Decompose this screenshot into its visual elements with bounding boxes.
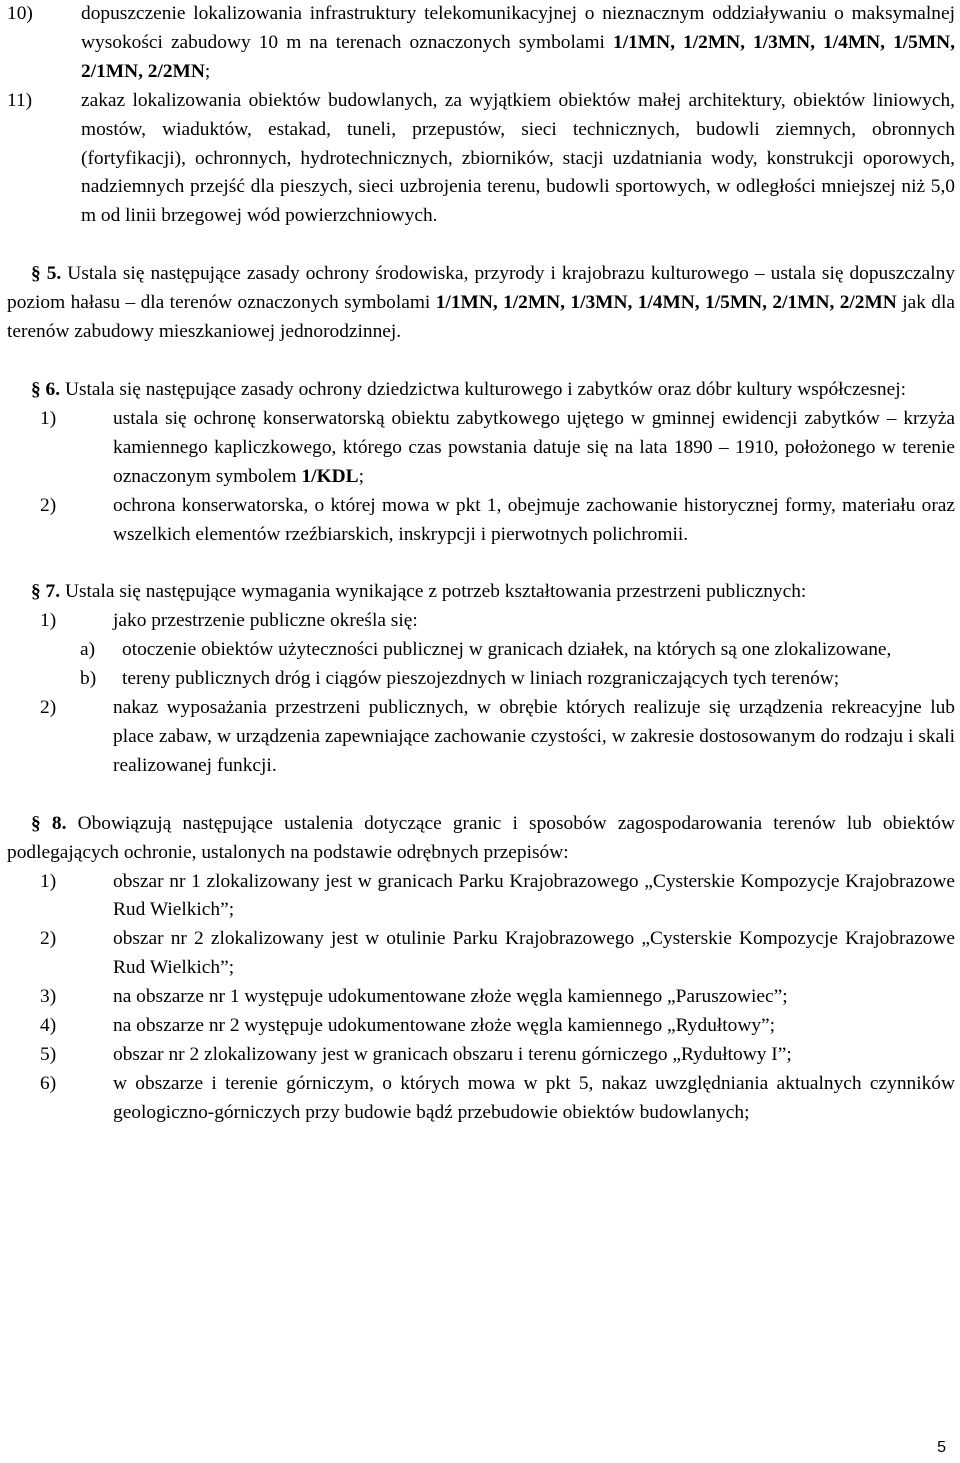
item-number: 5) — [40, 1044, 57, 1065]
sub-item — [80, 636, 955, 665]
item-number: 2) — [40, 928, 57, 950]
text-run: dopuszczenie lokalizowania infrastruktury telekomunikacyjnej o nieznacznym oddziaływaniu o maksymalnej wysokości zabudowy 10 m na terenach oznaczonych symbolami — [81, 3, 955, 53]
item-text: ochrona konserwatorska, o której mowa w pkt 1, obejmuje zachowanie historycznej formy, materiału oraz wszelkich elementów rzeźbiarskich, inskrypcji i pierwotnych polichromii. — [113, 494, 955, 545]
section-6-intro — [7, 376, 955, 405]
section-number: § 6. — [31, 378, 61, 400]
document-page — [7, 0, 955, 1128]
list-item-11 — [7, 87, 955, 232]
section-7-intro — [7, 578, 955, 607]
list-item — [7, 925, 955, 983]
section-number: § 5. — [31, 263, 62, 285]
list-item — [7, 694, 955, 781]
section-number: § 7. — [31, 581, 61, 603]
sub-item-letter: a) — [80, 639, 96, 661]
item-text — [113, 405, 955, 492]
list-item-10 — [7, 0, 955, 87]
item-text: na obszarze nr 1 występuje udokumentowane złoże węgla kamiennego „Paruszowiec”; — [113, 986, 788, 1008]
item-text: na obszarze nr 2 występuje udokumentowane złoże węgla kamiennego „Rydułtowy”; — [113, 1015, 776, 1037]
item-text: obszar nr 1 zlokalizowany jest w granicach Parku Krajobrazowego „Cysterskie Kompozycje Krajobrazowe Rud Wielkich”; — [113, 870, 955, 921]
item-text: w obszarze i terenie górniczym, o których mowa w pkt 5, nakaz uwzględniania aktualnych czynników geologiczno-górniczych przy budowie bądź przebudowie obiektów budowlanych; — [113, 1072, 955, 1123]
list-item — [7, 405, 955, 492]
list-item — [7, 868, 955, 926]
symbol-list: 1/1MN, 1/2MN, 1/3MN, 1/4MN, 1/5MN, 2/1MN, 2/2MN — [435, 292, 897, 314]
symbol: 1/KDL — [301, 465, 359, 487]
item-number: 2) — [40, 697, 57, 719]
text-run: Obowiązują następujące ustalenia dotyczące granic i sposobów zagospodarowania terenów lub obiektów podlegających ochronie, ustalonych na podstawie odrębnych przepisów: — [7, 812, 955, 863]
sub-item-letter: b) — [80, 668, 97, 690]
item-number: 1) — [40, 870, 57, 892]
item-number: 10) — [7, 3, 33, 24]
item-text: zakaz lokalizowania obiektów budowlanych, za wyjątkiem obiektów małej architektury, obiektów liniowych, mostów, wiaduktów, estakad, tuneli, przepustów, sieci technicznych, budowli ziemnych, obronnych (fortyfikacji), ochronnych, hydrotechnicznych, zbiorników, stacji uzdatniania wody, konstrukcji oporowych, nadziemnych przejść dla pieszych, sieci uzbrojenia terenu, budowli sportowych, w odległości mniejszej niż 5,0 m od linii brzegowej wód powierzchniowych. — [81, 89, 955, 227]
text-run: Ustala się następujące zasady ochrony środowiska, przyrody i krajobrazu kulturowego – ustala się dopuszczalny poziom hałasu – dla terenów oznaczonych symbolami — [7, 263, 955, 314]
sub-item-text: otoczenie obiektów użyteczności publicznej w granicach działek, na których są one zlokalizowane, — [122, 639, 892, 661]
page-number: 5 — [937, 1439, 946, 1456]
item-text: nakaz wyposażania przestrzeni publicznych, w obrębie których realizuje się urządzenia rekreacyjne lub place zabaw, w urządzenia zapewniające zachowanie czystości, w zakresie dostosowanym do rodzaju i skali realizowanej funkcji. — [113, 697, 955, 776]
list-item — [7, 983, 955, 1012]
item-number: 3) — [40, 986, 57, 1008]
list-item — [7, 1041, 955, 1070]
list-item — [7, 1012, 955, 1041]
text-run: jak dla terenów zabudowy mieszkaniowej jednorodzinnej. — [7, 292, 955, 343]
item-number: 1) — [40, 407, 57, 429]
item-text: obszar nr 2 zlokalizowany jest w granicach obszaru i terenu górniczego „Rydułtowy I”; — [113, 1044, 792, 1065]
list-item — [7, 492, 955, 550]
text-run: ; — [358, 465, 364, 487]
list-item — [7, 607, 955, 636]
section-5 — [7, 260, 955, 347]
list-item — [7, 1070, 955, 1128]
item-number: 6) — [40, 1072, 57, 1094]
item-text: jako przestrzenie publiczne określa się: — [113, 610, 418, 632]
text-run: ; — [204, 60, 211, 82]
item-text: obszar nr 2 zlokalizowany jest w otulinie Parku Krajobrazowego „Cysterskie Kompozycje Krajobrazowe Rud Wielkich”; — [113, 928, 955, 979]
item-number: 11) — [7, 89, 33, 111]
item-number: 2) — [40, 494, 57, 516]
text-run: Ustala się następujące zasady ochrony dziedzictwa kulturowego i zabytków oraz dóbr kultury współczesnej: — [60, 378, 906, 400]
text-run: ustala się ochronę konserwatorską obiektu zabytkowego ujętego w gminnej ewidencji zabytków – krzyża kamiennego kapliczkowego, którego czas powstania datuje się na lata 1890 – 1910, położonego w terenie oznaczonym symbolem — [113, 407, 955, 487]
text-run: Ustala się następujące wymagania wynikające z potrzeb kształtowania przestrzeni publicznych: — [60, 581, 807, 603]
symbol-list: 1/1MN, 1/2MN, 1/3MN, 1/4MN, 1/5MN, 2/1MN, 2/2MN — [81, 31, 956, 82]
item-text — [81, 0, 955, 87]
sub-item — [80, 665, 955, 694]
section-number: § 8. — [31, 812, 67, 834]
section-8-intro — [7, 810, 955, 868]
item-number: 4) — [40, 1015, 57, 1037]
sub-item-text: tereny publicznych dróg i ciągów pieszojezdnych w liniach rozgraniczających tych terenów; — [122, 668, 840, 690]
item-number: 1) — [40, 610, 57, 632]
